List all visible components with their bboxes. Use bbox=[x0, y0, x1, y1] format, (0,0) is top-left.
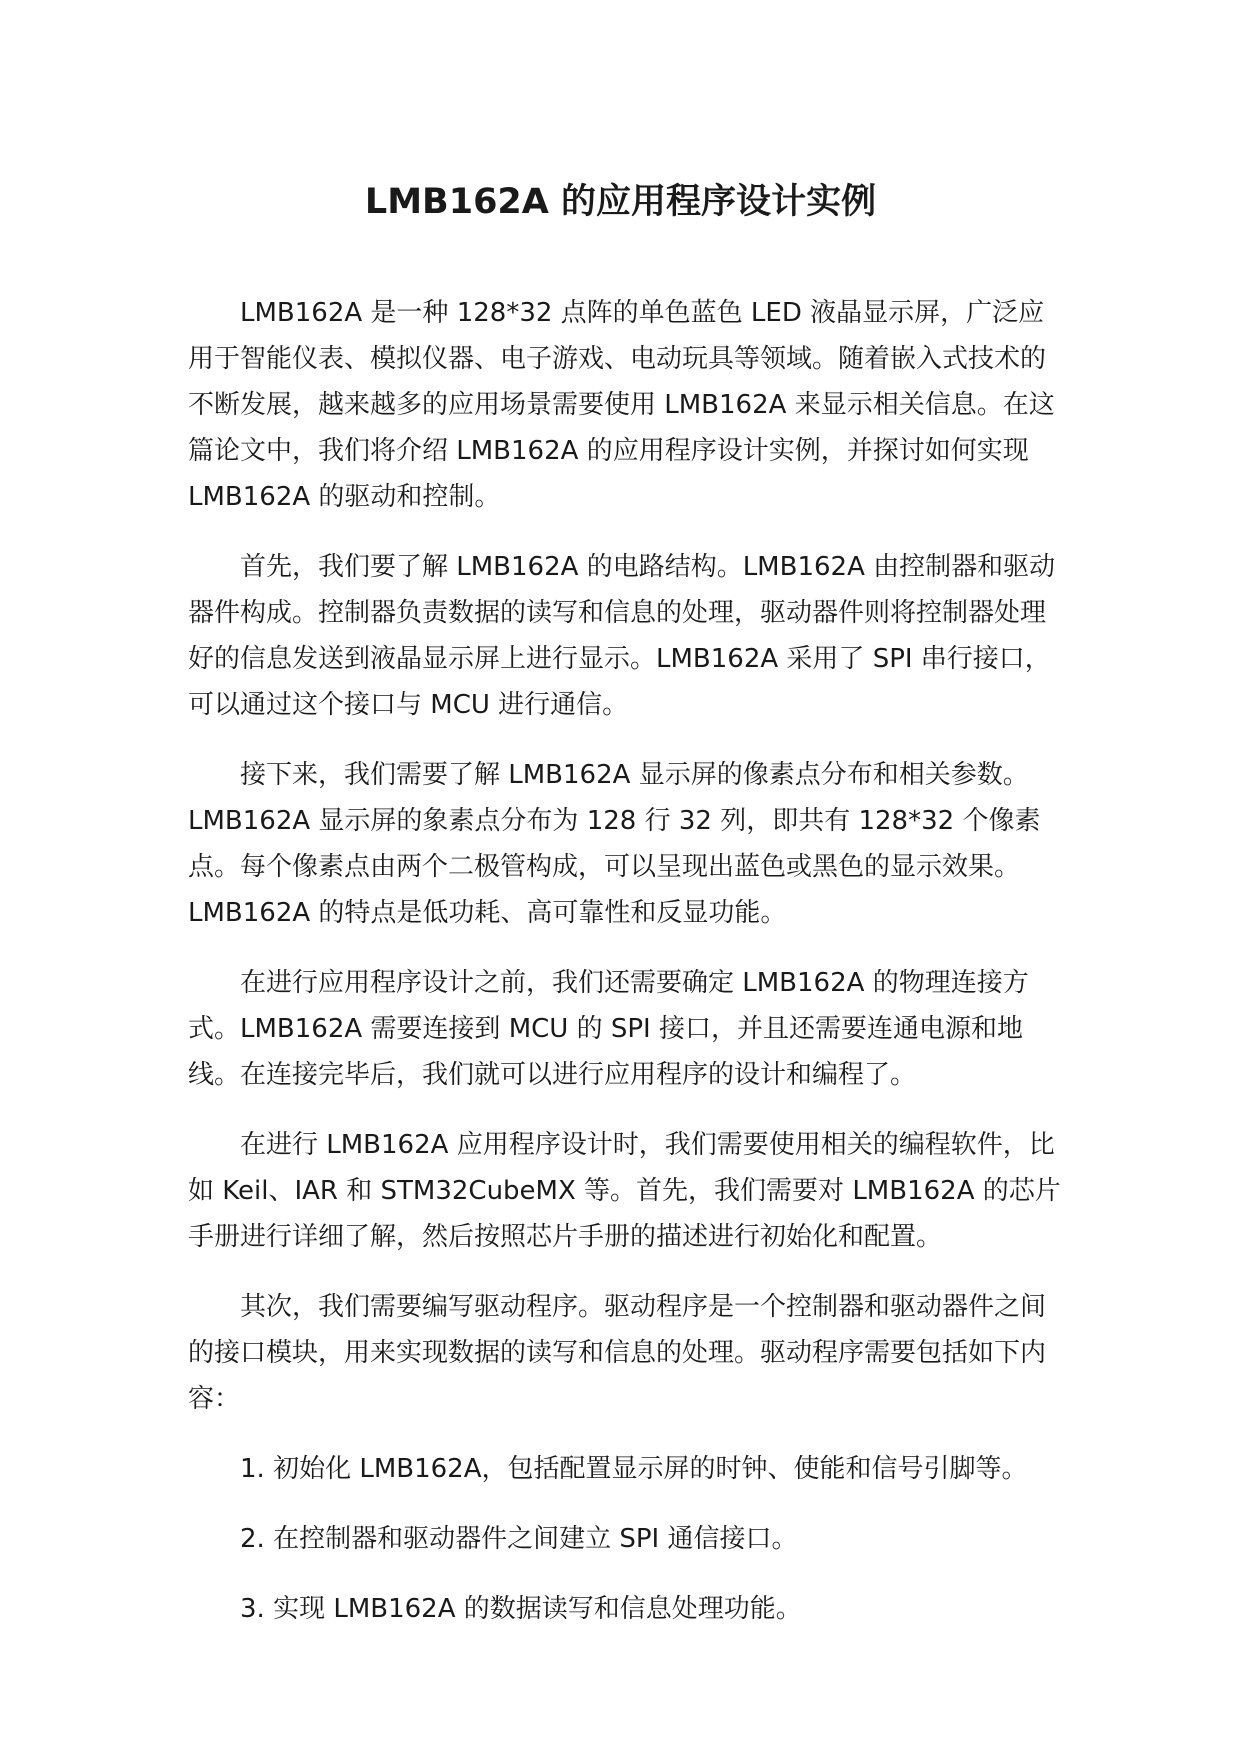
driver-content-list bbox=[188, 1446, 1068, 1632]
document-title: LMB162A 的应用程序设计实例 bbox=[364, 182, 877, 222]
paragraph-pixel-distribution: 接下来，我们需要了解 LMB162A 显示屏的像素点分布和相关参数。LMB162A 显示屏的象素点分布为 128 行 32 列，即共有 128*32 个像素点。每个像素点由两个二极管构成，可以呈现出蓝色或黑色的显示效果。LMB162A 的特点是低功耗、高可靠性和反显功能。 bbox=[188, 760, 1041, 928]
paragraph-driver-program: 其次，我们需要编写驱动程序。驱动程序是一个控制器和驱动器件之间的接口模块，用来实现数据的读写和信息的处理。驱动程序需要包括如下内容： bbox=[188, 1292, 1047, 1414]
list-item: 2. 在控制器和驱动器件之间建立 SPI 通信接口。 bbox=[240, 1524, 798, 1554]
list-item: 1. 初始化 LMB162A，包括配置显示屏的时钟、使能和信号引脚等。 bbox=[240, 1454, 1028, 1484]
paragraph-intro: LMB162A 是一种 128*32 点阵的单色蓝色 LED 液晶显示屏，广泛应用于智能仪表、模拟仪器、电子游戏、电动玩具等领域。随着嵌入式技术的不断发展，越来越多的应用场景需要使用 LMB162A 来显示相关信息。在这篇论文中，我们将介绍 LMB162A 的应用程序设计实例，并探讨如何实现 LMB162A 的驱动和控制。 bbox=[188, 298, 1055, 512]
paragraph-circuit-structure: 首先，我们要了解 LMB162A 的电路结构。LMB162A 由控制器和驱动器件构成。控制器负责数据的读写和信息的处理，驱动器件则将控制器处理好的信息发送到液晶显示屏上进行显示。LMB162A 采用了 SPI 串行接口，可以通过这个接口与 MCU 进行通信。 bbox=[188, 552, 1056, 720]
paragraph-programming-software: 在进行 LMB162A 应用程序设计时，我们需要使用相关的编程软件，比如 Keil、IAR 和 STM32CubeMX 等。首先，我们需要对 LMB162A 的芯片手册进行详细了解，然后按照芯片手册的描述进行初始化和配置。 bbox=[188, 1130, 1061, 1252]
paragraph-physical-connection: 在进行应用程序设计之前，我们还需要确定 LMB162A 的物理连接方式。LMB162A 需要连接到 MCU 的 SPI 接口，并且还需要连通电源和地线。在连接完毕后，我们就可以进行应用程序的设计和编程了。 bbox=[188, 968, 1029, 1090]
list-item: 3. 实现 LMB162A 的数据读写和信息处理功能。 bbox=[240, 1594, 802, 1624]
document-body bbox=[188, 290, 1068, 1656]
